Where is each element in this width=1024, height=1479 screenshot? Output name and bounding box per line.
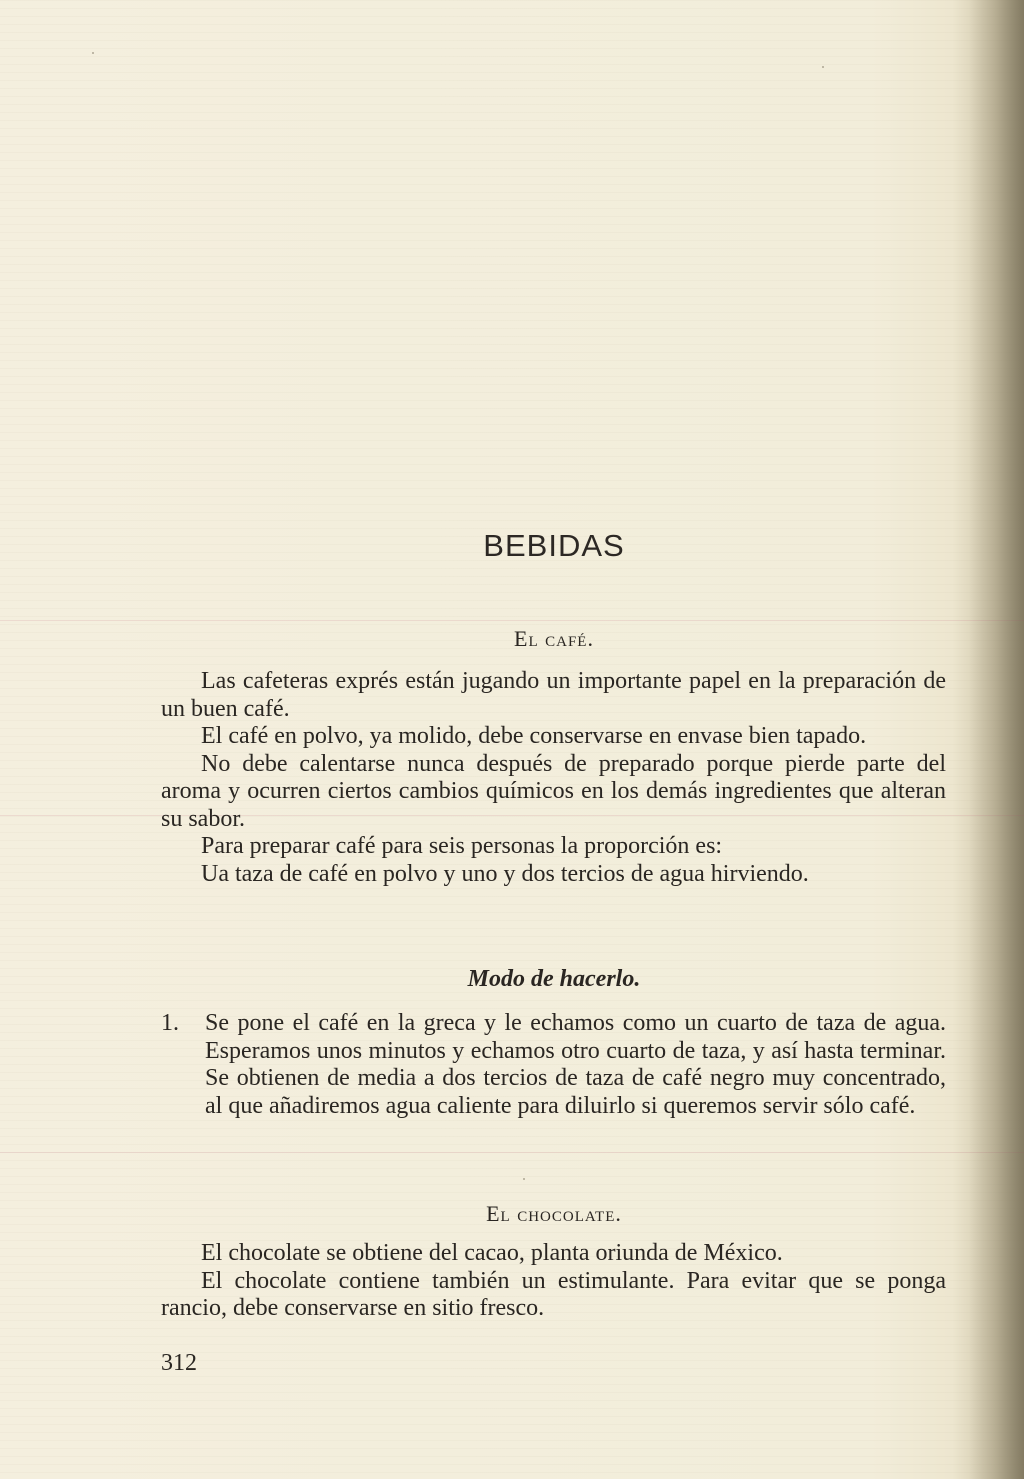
chapter-title: BEBIDAS bbox=[483, 528, 625, 563]
paragraph: Ua taza de café en polvo y uno y dos tercios de agua hirviendo. bbox=[201, 860, 809, 887]
method-heading: Modo de hacerlo. bbox=[467, 966, 641, 992]
chocolate-text bbox=[161, 1240, 946, 1323]
section-heading-cafe: El café. bbox=[514, 626, 594, 651]
method-step bbox=[161, 1010, 946, 1120]
section-heading-chocolate: El chocolate. bbox=[486, 1201, 622, 1226]
spine-shadow bbox=[969, 0, 1024, 1479]
paragraph: El chocolate contiene también un estimulante. Para evitar que se ponga rancio, debe conservarse en sitio fresco. bbox=[161, 1267, 946, 1321]
paragraph: Para preparar café para seis personas la proporción es: bbox=[201, 833, 723, 859]
paragraph: Las cafeteras exprés están jugando un importante papel en la preparación de un buen café. bbox=[161, 668, 946, 722]
paper-speck bbox=[523, 1178, 525, 1180]
paragraph: El chocolate se obtiene del cacao, planta oriunda de México. bbox=[201, 1240, 783, 1266]
step-number: 1. bbox=[161, 1010, 179, 1036]
paper-speck bbox=[822, 66, 824, 68]
paper-speck bbox=[92, 52, 94, 54]
page-number: 312 bbox=[161, 1350, 197, 1376]
page-edge-line bbox=[0, 620, 1024, 621]
page-edge-line bbox=[0, 1152, 1024, 1153]
paragraph: No debe calentarse nunca después de preparado porque pierde parte del aroma y ocurren ciertos cambios químicos en los demás ingredientes que alteran su sabor. bbox=[161, 750, 946, 832]
step-text: Se pone el café en la greca y le echamos como un cuarto de taza de agua. Esperamos unos minutos y echamos otro cuarto de taza, y así hasta terminar. Se obtienen de media a dos tercios de taza de café negro muy concentrado, al que añadiremos agua caliente para diluirlo si queremos servir sólo café. bbox=[205, 1010, 946, 1119]
cafe-text bbox=[161, 668, 946, 888]
paragraph: El café en polvo, ya molido, debe conservarse en envase bien tapado. bbox=[201, 723, 867, 749]
